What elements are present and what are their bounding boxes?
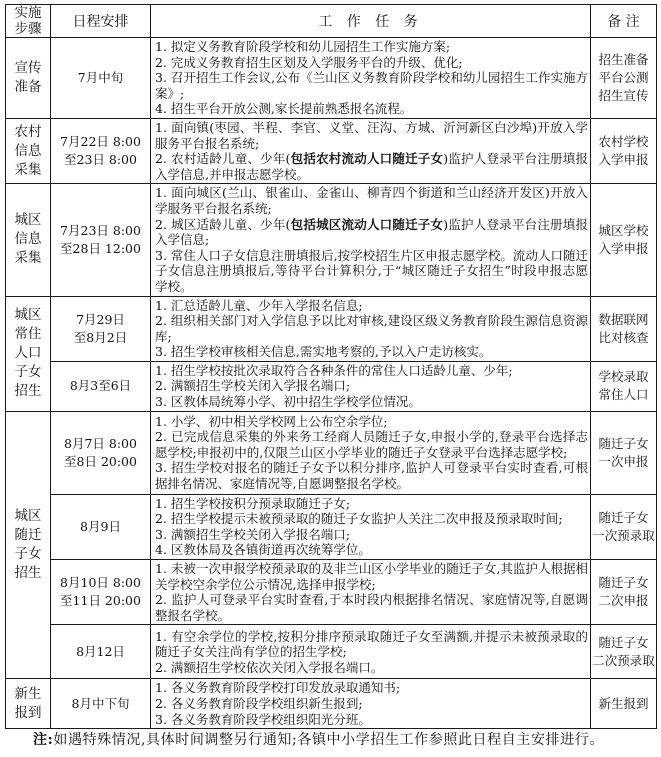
note-cell	[591, 494, 657, 559]
note-line: 二次预录取	[592, 652, 655, 668]
schedule-line: 至11日 20:00	[60, 593, 141, 609]
schedule-cell	[51, 38, 151, 119]
task-item: 1. 汇总适龄儿童、少年入学报名信息;	[155, 297, 363, 313]
tasks-cell	[151, 625, 591, 679]
schedule-cell	[51, 184, 151, 296]
task-item: 3. 招生学校审核相关信息,需实地考察的,予以入户走访核实。	[155, 344, 492, 360]
header-tasks: 工 作 任 务	[151, 5, 591, 38]
note-line: 随迁子女	[598, 634, 649, 650]
note-line: 一次申报	[598, 453, 649, 469]
step-cell	[6, 184, 51, 296]
schedule-line: 至8日 20:00	[64, 453, 137, 469]
task-item: 1. 未被一次申报学校预录取的及非兰山区小学毕业的随迁子女,其监护人根据相关学校空余学位公示情况,选择申报学校;	[155, 561, 588, 592]
task-item: 3. 招生学校对报名的随迁子女予以积分排序,监护人可登录平台实时查看,可根据排名情况、家庭情况等,自愿调整报名学校。	[155, 460, 588, 492]
schedule-line: 至8月2日	[73, 329, 128, 345]
step-label: 城区随迁子女招生	[14, 508, 42, 582]
note-cell	[591, 296, 657, 361]
note-line: 农村学校	[598, 134, 649, 150]
task-item: 1. 招生学校按积分预录取随迁子女;	[155, 495, 351, 511]
step-cell	[6, 38, 51, 119]
phase-row	[6, 625, 657, 679]
note-line: 随迁子女	[598, 509, 649, 525]
step-label: 新生报到	[14, 685, 42, 721]
note-line: 一次预录取	[592, 527, 655, 543]
header-step	[6, 5, 51, 38]
note-line: 入学申报	[598, 152, 649, 168]
step-cell	[6, 411, 51, 679]
task-item: 1. 招生学校按批次录取符合各种条件的常住人口适龄儿童、少年;	[155, 362, 513, 378]
schedule-line: 8月中下旬	[71, 695, 130, 711]
tasks-cell	[151, 38, 591, 119]
schedule-cell	[51, 361, 151, 411]
footnote-label: 注:	[33, 732, 54, 749]
tasks-cell	[151, 560, 591, 625]
header-step-label: 实施步骤	[14, 5, 42, 37]
note-line: 随迁子女	[598, 435, 649, 451]
tasks-cell	[151, 118, 591, 183]
schedule-line: 8月3至6日	[69, 378, 132, 394]
task-text: )监护人登录平台注册填报入学信息,并申报志愿学校。	[155, 151, 588, 182]
note-line: 比对核查	[598, 329, 649, 345]
schedule-cell	[51, 494, 151, 559]
note-line: 入学申报	[598, 240, 649, 256]
task-item: 2. 监护人可登录平台实时查看,于本时段内根据排名情况、家庭情况等,自愿调整报名学校。	[155, 592, 588, 623]
tasks-cell	[151, 296, 591, 361]
schedule-line: 7月29日	[76, 311, 125, 327]
schedule-line: 8月12日	[76, 643, 125, 659]
tasks-cell	[151, 679, 591, 729]
step-label: 宣传准备	[14, 59, 42, 95]
schedule-line: 7月中旬	[77, 69, 124, 85]
tasks-cell	[151, 494, 591, 559]
note-cell	[591, 361, 657, 411]
phase-row	[6, 494, 657, 559]
schedule-line: 8月10日 8:00	[60, 575, 141, 591]
task-item: 4. 区教体局及各镇街道再次统筹学位。	[155, 542, 371, 558]
note-cell	[591, 411, 657, 494]
step-label: 农村信息采集	[14, 123, 42, 178]
note-line: 学校录取	[598, 369, 649, 385]
note-cell	[591, 560, 657, 625]
phase-row	[6, 38, 657, 119]
task-item: 2. 完成义务教育招生区划及入学服务平台的升级、优化;	[155, 54, 463, 70]
note-cell	[591, 38, 657, 119]
task-item: 1. 小学、初中相关学校网上公布空余学位;	[155, 413, 388, 429]
task-item: 2. 已完成信息采集的外来务工经商人员随迁子女,申报小学的,登录平台选择志愿学校;申报初中的,仅限兰山区小学毕业的随迁子女登录平台选择志愿学校;	[155, 429, 588, 460]
note-line: 随迁子女	[598, 575, 649, 591]
task-item: 3. 各义务教育阶段学校组织阳光分班。	[155, 711, 371, 727]
footnote-text: 如遇特殊情况,具体时间调整另行通知;各镇中小学招生工作参照此日程自主安排进行。	[53, 732, 604, 749]
task-item	[155, 151, 588, 182]
task-item: 1. 拟定义务教育阶段学校和幼儿园招生工作实施方案;	[155, 39, 451, 54]
task-item: 1. 面向城区(兰山、银雀山、金雀山、柳青四个街道和兰山经济开发区)开放入学服务平台报名系统;	[155, 185, 588, 216]
step-label: 城区信息采集	[14, 212, 42, 267]
task-text: )监护人登录平台注册填报入学信息;	[155, 216, 588, 248]
task-item: 1. 各义务教育阶段学校打印发放录取通知书;	[155, 680, 401, 696]
task-item	[155, 217, 588, 248]
tasks-cell	[151, 184, 591, 296]
footnote	[33, 731, 661, 749]
schedule-line: 至28日 12:00	[60, 240, 141, 256]
task-item: 3. 常住人口子女信息注册填报后,按学校招生片区申报志愿学校。流动人口随迁子女信息注册填报后,等待平台计算积分,于“城区随迁子女招生”时段申报志愿学校。	[155, 247, 588, 294]
schedule-line: 至23日 8:00	[64, 152, 137, 168]
task-emphasis: 包括城区流动人口随迁子女	[290, 216, 444, 232]
task-item: 3. 满额招生学校关闭入学报名端口;	[155, 526, 351, 542]
note-line: 新生报到	[598, 695, 649, 711]
phase-row	[6, 411, 657, 494]
header-notes: 备 注	[591, 5, 657, 38]
note-line: 数据联网	[598, 311, 649, 327]
phase-row	[6, 560, 657, 625]
task-item: 1. 面向镇(枣园、半程、李官、义堂、汪沟、方城、沂河新区白沙埠)开放入学服务平台报名系统;	[155, 119, 588, 151]
task-item: 3. 召开招生工作会议,公布《兰山区义务教育阶段学校和幼儿园招生工作实施方案》;	[155, 70, 588, 101]
header-row	[6, 5, 657, 38]
tasks-cell	[151, 411, 591, 494]
note-line: 平台公测	[598, 69, 649, 85]
task-item: 2. 各义务教育阶段学校组织新生报到;	[155, 696, 363, 711]
note-line: 二次申报	[598, 593, 649, 609]
note-cell	[591, 679, 657, 729]
phase-row	[6, 184, 657, 296]
task-item: 2. 组织相关部门对入学信息予以比对审核,建设区级义务教育阶段生源信息资源库;	[155, 313, 588, 344]
task-item: 1. 有空余学位的学校,按积分排序预录取随迁子女至满额,并提示未被预录取的随迁子女关注尚有学位的招生学校;	[155, 628, 588, 660]
enrollment-schedule-table	[5, 4, 657, 729]
schedule-line: 7月22日 8:00	[60, 134, 141, 150]
header-schedule: 日程安排	[51, 5, 151, 38]
note-cell	[591, 118, 657, 183]
schedule-cell	[51, 679, 151, 729]
phase-row	[6, 296, 657, 361]
phase-row	[6, 361, 657, 411]
step-cell	[6, 118, 51, 183]
task-emphasis: 包括农村流动人口随迁子女	[290, 151, 444, 167]
step-cell	[6, 679, 51, 729]
note-line: 招生宣传	[598, 87, 649, 103]
task-item: 2. 满额招生学校关闭入学报名端口;	[155, 378, 351, 394]
note-cell	[591, 625, 657, 679]
tasks-cell	[151, 361, 591, 411]
schedule-line: 8月9日	[80, 518, 121, 534]
schedule-cell	[51, 560, 151, 625]
phase-row	[6, 118, 657, 183]
task-text: 2. 城区适龄儿童、少年(	[155, 216, 291, 232]
note-line: 常住人口	[598, 387, 649, 403]
schedule-cell	[51, 296, 151, 361]
task-item: 3. 区教体局统筹小学、初中招生学校学位情况。	[155, 394, 421, 410]
schedule-cell	[51, 118, 151, 183]
step-label: 城区常住人口子女招生	[14, 307, 42, 400]
schedule-line: 8月7日 8:00	[64, 435, 137, 451]
task-item: 4. 招生平台开放公测,家长提前熟悉报名流程。	[155, 101, 413, 117]
step-cell	[6, 296, 51, 411]
phase-row	[6, 679, 657, 729]
note-line: 招生准备	[598, 51, 649, 67]
schedule-cell	[51, 625, 151, 679]
task-text: 2. 农村适龄儿童、少年(	[155, 151, 291, 167]
note-line: 城区学校	[598, 222, 649, 238]
schedule-line: 7月23日 8:00	[60, 222, 141, 238]
task-item: 2. 满额招生学校依次关闭入学报名端口。	[155, 659, 384, 675]
task-item: 2. 招生学校提示未被预录取的随迁子女监护人关注二次申报及预录取时间;	[155, 511, 563, 527]
schedule-cell	[51, 411, 151, 494]
note-cell	[591, 184, 657, 296]
